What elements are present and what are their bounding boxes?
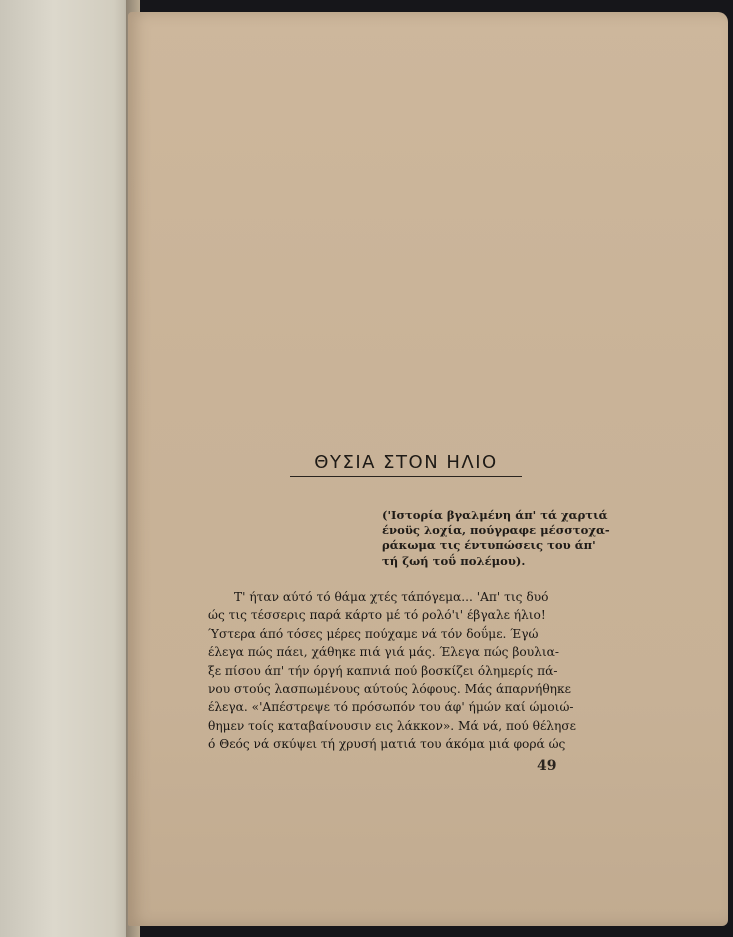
epigraph-line: ένοϋς λοχία, πούγραφε μέσστοχα- <box>382 523 610 538</box>
chapter-title: ΘΥΣΙΑ ΣΤΟΝ ΗΛΙΟ <box>314 452 498 473</box>
left-page <box>0 0 134 937</box>
body-paragraph <box>208 588 610 754</box>
page-number: 49 <box>537 758 557 774</box>
body-line: ώς τις τέσσερις παρά κάρτο μέ τό ρολό'ι' έβγαλε ήλιο! <box>208 608 546 623</box>
epigraph-line: τή ζωή τοΰ πολέμου). <box>382 553 526 568</box>
body-line: έλεγα πώς πάει, χάθηκε πιά γιά μάς. Έλεγα πώς βουλια- <box>208 645 559 660</box>
body-line: έλεγα. «'Απέστρεψε τό πρόσωπόν του άφ' ήμών καί ώμοιώ- <box>208 700 574 715</box>
body-line: ξε πίσου άπ' τήν όργή καπνιά πού βοσκίζει όλημερίς πά- <box>208 663 558 678</box>
body-line: νου στούς λασπωμένους αύτούς λόφους. Μάς άπαρνήθηκε <box>208 682 571 697</box>
epigraph-line: ράκωμα τις έντυπώσεις του άπ' <box>382 538 596 553</box>
epigraph <box>382 508 622 569</box>
body-line: Ύστερα άπό τόσες μέρες πούχαμε νά τόν δοΰμε. Έγώ <box>208 626 539 641</box>
body-line: ό Θεός νά σκύψει τή χρυσή ματιά του άκόμα μιά φορά ώς <box>208 737 566 752</box>
book-page <box>128 12 728 926</box>
epigraph-line: ('Ιστορία βγαλμένη άπ' τά χαρτιά <box>382 508 608 522</box>
title-underline <box>290 476 522 477</box>
body-line: Τ' ήταν αύτό τό θάμα χτές τάπόγεμα... 'Απ' τις δυό <box>234 590 549 604</box>
body-line: θημεν τοίς καταβαίνουσιν εις λάκκον». Μά νά, πού θέλησε <box>208 718 576 733</box>
